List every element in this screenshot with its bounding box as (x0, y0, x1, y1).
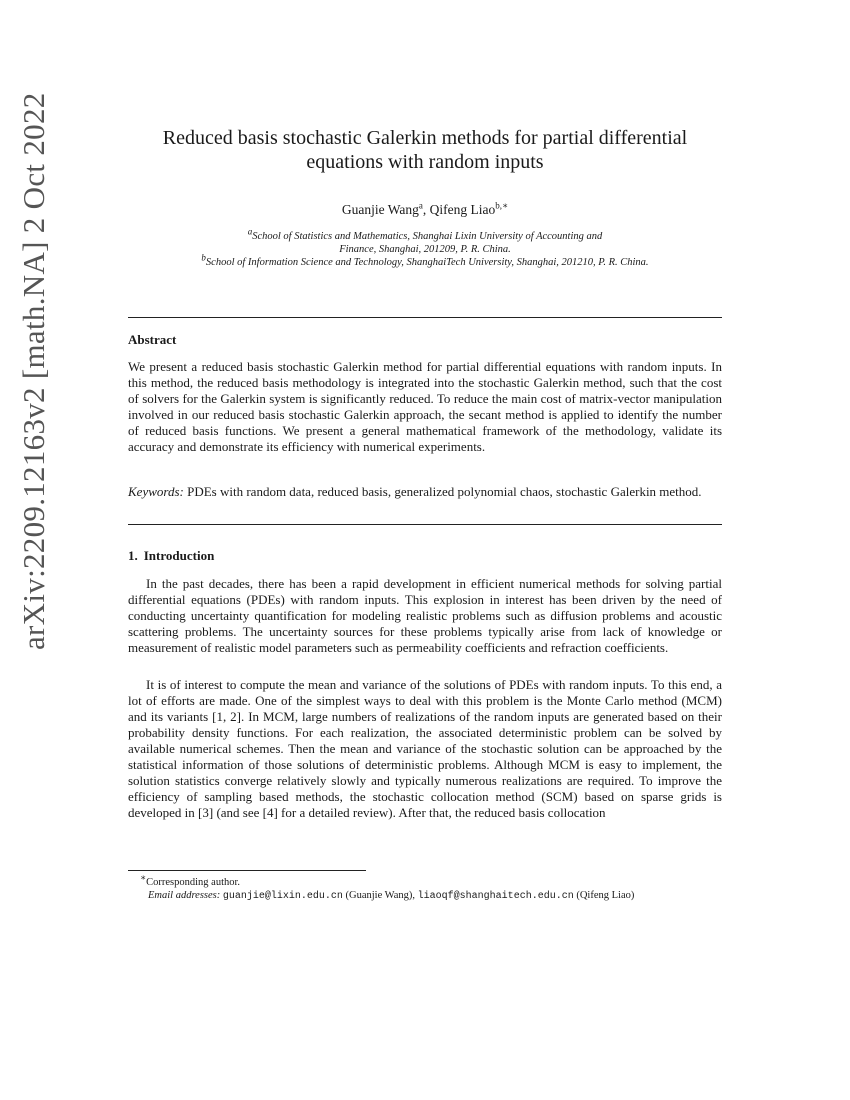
abstract-top-rule (128, 317, 722, 318)
abstract-bottom-rule (128, 524, 722, 525)
intro-paragraph-2: It is of interest to compute the mean and variance of the solutions of PDEs with random inputs. To this end, a lot of efforts are made. One of the simplest ways to deal with this problem is the Monte Carlo method (MCM) and its variants [1, 2]. In MCM, large numbers of realizations of the random inputs are generated based on their probability density functions. For each realization, the associated deterministic problem can be solved by available numerical schemes. Then the mean and variance of the stochastic solution can be approached by the statistical information of those solutions of deterministic problems. Although MCM is easy to implement, the solution statistics converge relatively slowly and typically numerous realizations are required. To improve the efficiency of sampling based methods, the stochastic collocation method (SCM) based on sparse grids is developed in [3] (and see [4] for a detailed review). After that, the reduced basis collocation (128, 677, 722, 820)
title-line-2: equations with random inputs (306, 151, 544, 173)
paper-title (128, 126, 722, 174)
author-name: Guanjie Wang (341, 202, 419, 217)
affil-mark: a (247, 226, 253, 237)
affiliation-a (128, 226, 722, 256)
affil-text: School of Information Science and Technology, ShanghaiTech University, Shanghai, 201210, P. R. China. (205, 257, 649, 268)
author-affil-mark: b,∗ (495, 200, 509, 211)
abstract-heading: Abstract (128, 332, 177, 347)
intro-paragraph-1: In the past decades, there has been a rapid development in efficient numerical methods for solving partial differential equations (PDEs) with random inputs. This explosion in interest has been driven by the need of conducting uncertainty quantification for modeling realistic problems such as diffusion problems and acoustic scattering problems. The uncertainty sources for these problems typically arise from lack of knowledge or measurement of realistic model parameters such as permeability coefficients and refraction coefficients. (128, 576, 722, 655)
email-label: Email addresses: (148, 890, 221, 901)
section-title: Introduction (143, 548, 215, 563)
keywords-label: Keywords: (128, 484, 184, 499)
email-owner: (Qifeng Liao) (573, 890, 635, 901)
footnote-emails (128, 889, 742, 903)
email-link[interactable]: guanjie@lixin.edu.cn (222, 891, 343, 902)
footnote-corresponding (128, 872, 734, 889)
title-line-1: Reduced basis stochastic Galerkin methods for partial differential (162, 127, 688, 149)
footnote-text: Corresponding author. (146, 877, 241, 888)
keywords-text: PDEs with random data, reduced basis, generalized polynomial chaos, stochastic Galerkin method. (187, 484, 702, 499)
email-link[interactable]: liaoqf@shanghaitech.edu.cn (417, 891, 574, 902)
affil-text: Finance, Shanghai, 201209, P. R. China. (339, 244, 511, 255)
arxiv-identifier: arXiv:2209.12163v2 [math.NA] 2 Oct 2022 (16, 92, 51, 650)
affiliation-b (116, 252, 734, 269)
email-owner: (Guanjie Wang), (342, 890, 418, 901)
section-heading (128, 548, 214, 564)
footnote-rule (128, 870, 366, 871)
affil-mark: b (201, 252, 206, 263)
author-separator: , (422, 202, 430, 217)
author-list (128, 202, 722, 218)
section-number: 1. (128, 548, 138, 563)
author-affil-mark: a (418, 200, 423, 211)
author-name: Qifeng Liao (429, 202, 496, 217)
footnote-mark: ∗ (140, 872, 147, 883)
keywords (128, 484, 722, 500)
affil-text: School of Statistics and Mathematics, Shanghai Lixin University of Accounting and (252, 231, 603, 242)
abstract-text: We present a reduced basis stochastic Galerkin method for partial differential equations with random inputs. In this method, the reduced basis methodology is integrated into the stochastic Galerkin method, such that the cost of solvers for the Galerkin system is significantly reduced. To reduce the main cost of matrix-vector manipulation involved in our reduced basis stochastic Galerkin approach, the secant method is applied to identify the number of reduced basis functions. We present a general mathematical framework of the methodology, validate its accuracy and demonstrate its efficiency with numerical experiments. (128, 359, 722, 454)
